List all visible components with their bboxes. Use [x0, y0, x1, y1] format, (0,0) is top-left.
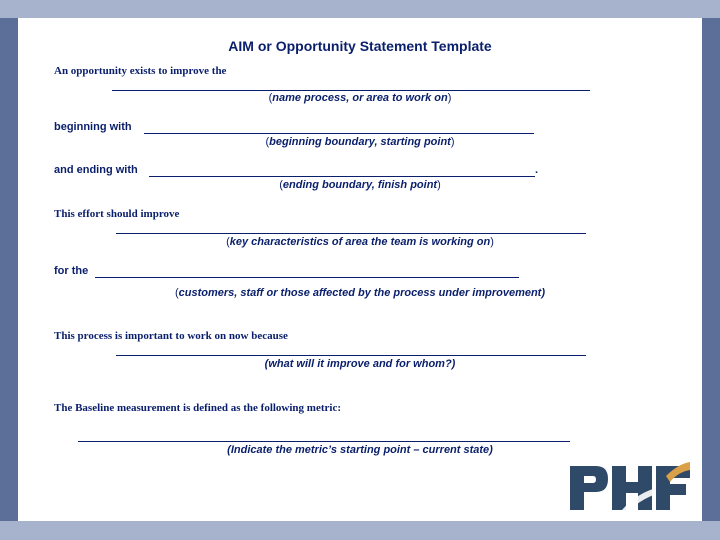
for-hint: (customers, staff or those affected by the process under improvement)	[174, 287, 546, 299]
opportunity-blank-line	[112, 90, 590, 91]
for-blank-line	[95, 277, 519, 278]
important-hint: (what will it improve and for whom?)	[264, 358, 456, 370]
beginning-hint: (beginning boundary, starting point)	[265, 136, 455, 148]
page-title: AIM or Opportunity Statement Template	[228, 38, 492, 54]
important-lead: This process is important to work on now because	[54, 330, 288, 342]
ending-lead: and ending with	[54, 164, 138, 176]
logo-letter-p	[570, 466, 608, 510]
baseline-hint: (Indicate the metric’s starting point – current state)	[227, 444, 493, 456]
improve-blank-line	[116, 233, 586, 234]
left-band	[0, 18, 18, 521]
beginning-blank-line	[144, 133, 534, 134]
baseline-blank-line	[78, 441, 570, 442]
opportunity-hint: (name process, or area to work on)	[268, 92, 452, 104]
important-blank-line	[116, 355, 586, 356]
slide	[18, 18, 702, 521]
top-band	[0, 0, 720, 18]
bottom-band	[0, 521, 720, 540]
ending-blank-line	[149, 176, 535, 177]
ending-hint: (ending boundary, finish point)	[279, 179, 441, 191]
opportunity-lead: An opportunity exists to improve the	[54, 65, 227, 77]
ending-period: .	[535, 164, 539, 176]
improve-hint: (key characteristics of area the team is working on)	[226, 236, 494, 248]
beginning-lead: beginning with	[54, 121, 132, 133]
phf-logo	[570, 462, 690, 514]
right-band	[702, 18, 720, 521]
baseline-lead: The Baseline measurement is defined as the following metric:	[54, 402, 341, 414]
improve-lead: This effort should improve	[54, 208, 180, 220]
for-lead: for the	[54, 265, 89, 277]
